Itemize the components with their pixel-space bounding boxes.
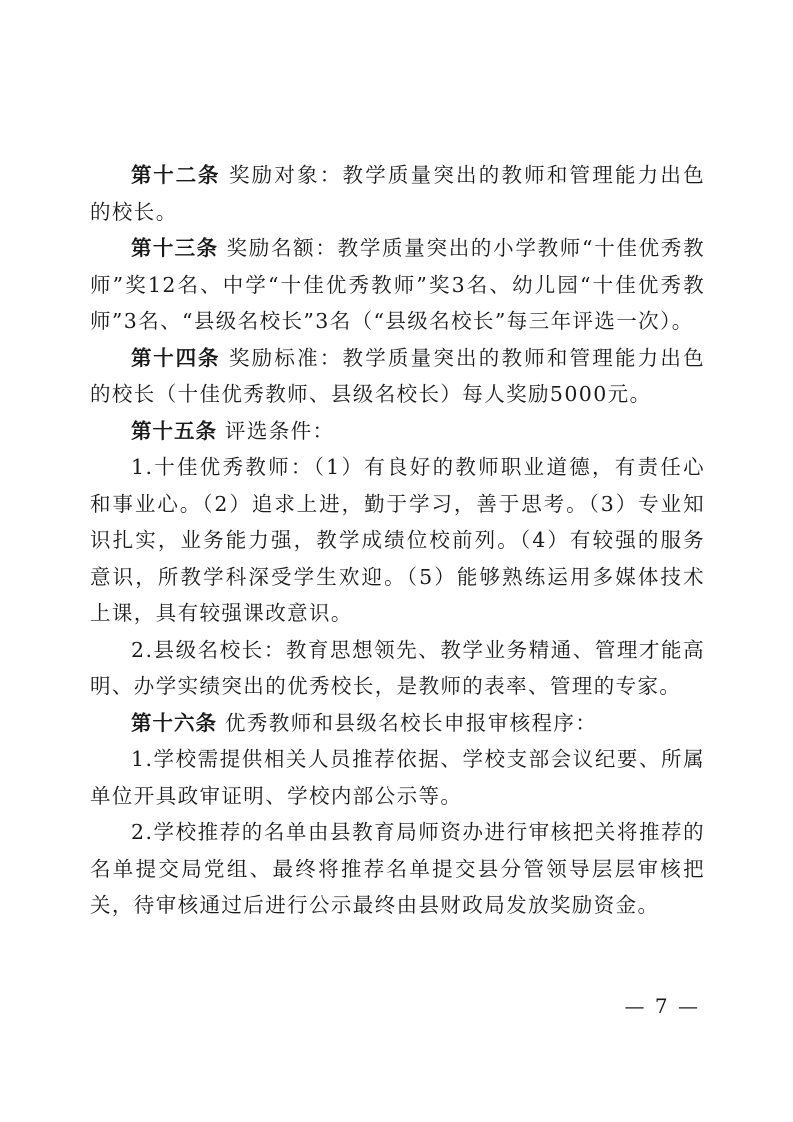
article-heading: 第十三条 xyxy=(131,236,219,260)
article-text: 奖励对象：教学质量突出的教师和管理能力出色的校长。 xyxy=(90,163,705,224)
article-16-item-2 xyxy=(90,814,705,924)
article-heading: 第十六条 xyxy=(131,710,217,735)
article-14 xyxy=(90,340,705,413)
article-text: 奖励标准：教学质量突出的教师和管理能力出色的校长（十佳优秀教师、县级名校长）每人奖励5000元。 xyxy=(90,345,705,406)
article-text: 评选条件： xyxy=(217,418,335,443)
article-heading: 第十五条 xyxy=(131,418,217,443)
article-text: 1.十佳优秀教师：（1）有良好的教师职业道德，有责任心和事业心。（2）追求上进，勤于学习，善于思考。（3）专业知识扎实，业务能力强，教学成绩位校前列。（4）有较强的服务意识，所教学科深受学生欢迎。（5）能够熟练运用多媒体技术上课，具有较强课改意识。 xyxy=(90,455,705,625)
article-text: 1.学校需提供相关人员推荐依据、学校支部会议纪要、所属单位开具政审证明、学校内部公示等。 xyxy=(90,747,705,808)
article-text: 2.县级名校长：教育思想领先、教学业务精通、管理才能高明、办学实绩突出的优秀校长，是教师的表率、管理的专家。 xyxy=(90,637,705,698)
article-heading: 第十二条 xyxy=(131,163,221,187)
article-text: 2.学校推荐的名单由县教育局师资办进行审核把关将推荐的名单提交局党组、最终将推荐名单提交县分管领导层层审核把关，待审核通过后进行公示最终由县财政局发放奖励资金。 xyxy=(90,820,705,917)
article-text: 优秀教师和县级名校长申报审核程序： xyxy=(217,710,598,735)
article-15 xyxy=(90,413,705,450)
document-body xyxy=(90,157,705,924)
article-15-item-2 xyxy=(90,632,705,705)
article-15-item-1 xyxy=(90,449,705,632)
article-12 xyxy=(90,157,705,230)
article-16-item-1 xyxy=(90,741,705,814)
article-13 xyxy=(90,230,705,340)
page-number: — 7 — xyxy=(624,994,700,1018)
article-heading: 第十四条 xyxy=(131,345,221,370)
article-text: 奖励名额：教学质量突出的小学教师“十佳优秀教师”奖12名、中学“十佳优秀教师”奖3名、幼儿园“十佳优秀教师”3名、“县级名校长”3名（“县级名校长”每三年评选一次）。 xyxy=(90,236,705,333)
article-16 xyxy=(90,705,705,742)
